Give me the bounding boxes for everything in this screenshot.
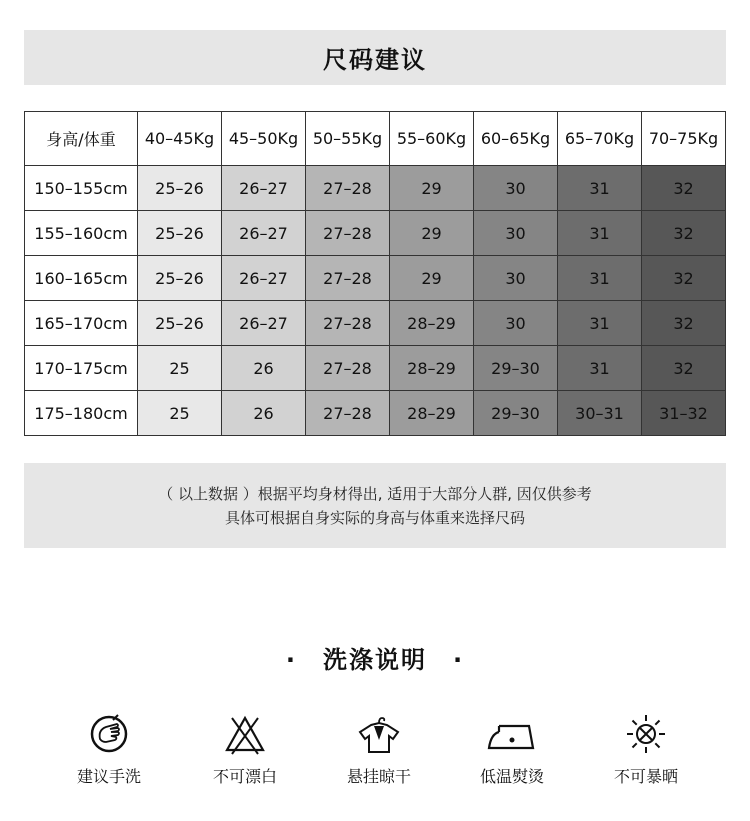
care-item-hang-dry: [319, 712, 439, 787]
hang-dry-icon: [357, 712, 401, 756]
weight-header: 40–45Kg: [138, 112, 222, 166]
table-row: [25, 256, 726, 301]
size-cell: 29–30: [474, 346, 558, 391]
size-cell: 31: [558, 166, 642, 211]
care-label: 低温熨烫: [479, 767, 544, 786]
no-sun-icon: [624, 712, 668, 756]
size-cell: 26–27: [222, 256, 306, 301]
weight-header: 50–55Kg: [306, 112, 390, 166]
weight-header: 65–70Kg: [558, 112, 642, 166]
size-cell: 28–29: [390, 391, 474, 436]
care-item-no-bleach: [185, 712, 305, 787]
size-chart-banner: [24, 30, 726, 85]
low-iron-icon: [485, 712, 539, 756]
hand-wash-icon: [87, 712, 131, 756]
size-cell: 32: [642, 256, 726, 301]
care-label: 建议手洗: [76, 767, 141, 786]
size-cell: 28–29: [390, 346, 474, 391]
size-cell: 32: [642, 211, 726, 256]
height-cell: 155–160cm: [25, 211, 138, 256]
size-cell: 25–26: [138, 256, 222, 301]
size-cell: 31: [558, 256, 642, 301]
height-cell: 175–180cm: [25, 391, 138, 436]
size-cell: 28–29: [390, 301, 474, 346]
size-cell: 25–26: [138, 166, 222, 211]
height-cell: 165–170cm: [25, 301, 138, 346]
title-dot-left: ·: [285, 646, 297, 674]
size-cell: 31: [558, 211, 642, 256]
size-note-banner: [24, 463, 726, 548]
size-cell: 27–28: [306, 211, 390, 256]
size-cell: 25–26: [138, 211, 222, 256]
size-chart-table: [24, 111, 726, 436]
care-label: 不可漂白: [212, 767, 277, 786]
size-cell: 32: [642, 301, 726, 346]
height-cell: 150–155cm: [25, 166, 138, 211]
care-label: 悬挂晾干: [346, 767, 411, 786]
care-label: 不可暴晒: [613, 767, 678, 786]
table-row: [25, 346, 726, 391]
size-cell: 31: [558, 346, 642, 391]
size-cell: 29: [390, 211, 474, 256]
size-cell: 30: [474, 301, 558, 346]
size-cell: 25–26: [138, 301, 222, 346]
size-cell: 26–27: [222, 211, 306, 256]
size-cell: 26: [222, 391, 306, 436]
title-dot-right: ·: [453, 646, 465, 674]
wash-title-text: 洗涤说明: [323, 646, 427, 674]
size-cell: 27–28: [306, 346, 390, 391]
size-cell: 27–28: [306, 301, 390, 346]
height-cell: 160–165cm: [25, 256, 138, 301]
size-cell: 32: [642, 166, 726, 211]
size-note-line-2: 具体可根据自身实际的身高与体重来选择尺码: [224, 508, 525, 527]
care-item-low-iron: [452, 712, 572, 787]
size-cell: 30–31: [558, 391, 642, 436]
size-cell: 25: [138, 391, 222, 436]
size-cell: 31–32: [642, 391, 726, 436]
size-cell: 27–28: [306, 256, 390, 301]
weight-header: 45–50Kg: [222, 112, 306, 166]
no-bleach-icon: [223, 712, 267, 756]
size-cell: 26–27: [222, 166, 306, 211]
table-row: [25, 211, 726, 256]
care-item-no-sun: [586, 712, 706, 787]
corner-header: 身高/体重: [25, 112, 138, 166]
size-cell: 31: [558, 301, 642, 346]
weight-header: 60–65Kg: [474, 112, 558, 166]
height-cell: 170–175cm: [25, 346, 138, 391]
size-cell: 29: [390, 166, 474, 211]
size-cell: 27–28: [306, 166, 390, 211]
size-cell: 27–28: [306, 391, 390, 436]
size-cell: 29–30: [474, 391, 558, 436]
care-item-hand-wash: [49, 712, 169, 787]
size-cell: 25: [138, 346, 222, 391]
weight-header: 55–60Kg: [390, 112, 474, 166]
size-cell: 30: [474, 211, 558, 256]
size-chart-title: 尺码建议: [323, 46, 427, 74]
table-row: [25, 301, 726, 346]
size-cell: 26: [222, 346, 306, 391]
size-cell: 26–27: [222, 301, 306, 346]
table-header-row: [25, 112, 726, 166]
size-cell: 32: [642, 346, 726, 391]
table-row: [25, 391, 726, 436]
size-cell: 30: [474, 166, 558, 211]
table-row: [25, 166, 726, 211]
wash-section-title: [0, 640, 750, 675]
size-note-line-1: （ 以上数据 ）根据平均身材得出, 适用于大部分人群, 因仅供参考: [158, 484, 592, 503]
weight-header: 70–75Kg: [642, 112, 726, 166]
size-cell: 30: [474, 256, 558, 301]
size-cell: 29: [390, 256, 474, 301]
